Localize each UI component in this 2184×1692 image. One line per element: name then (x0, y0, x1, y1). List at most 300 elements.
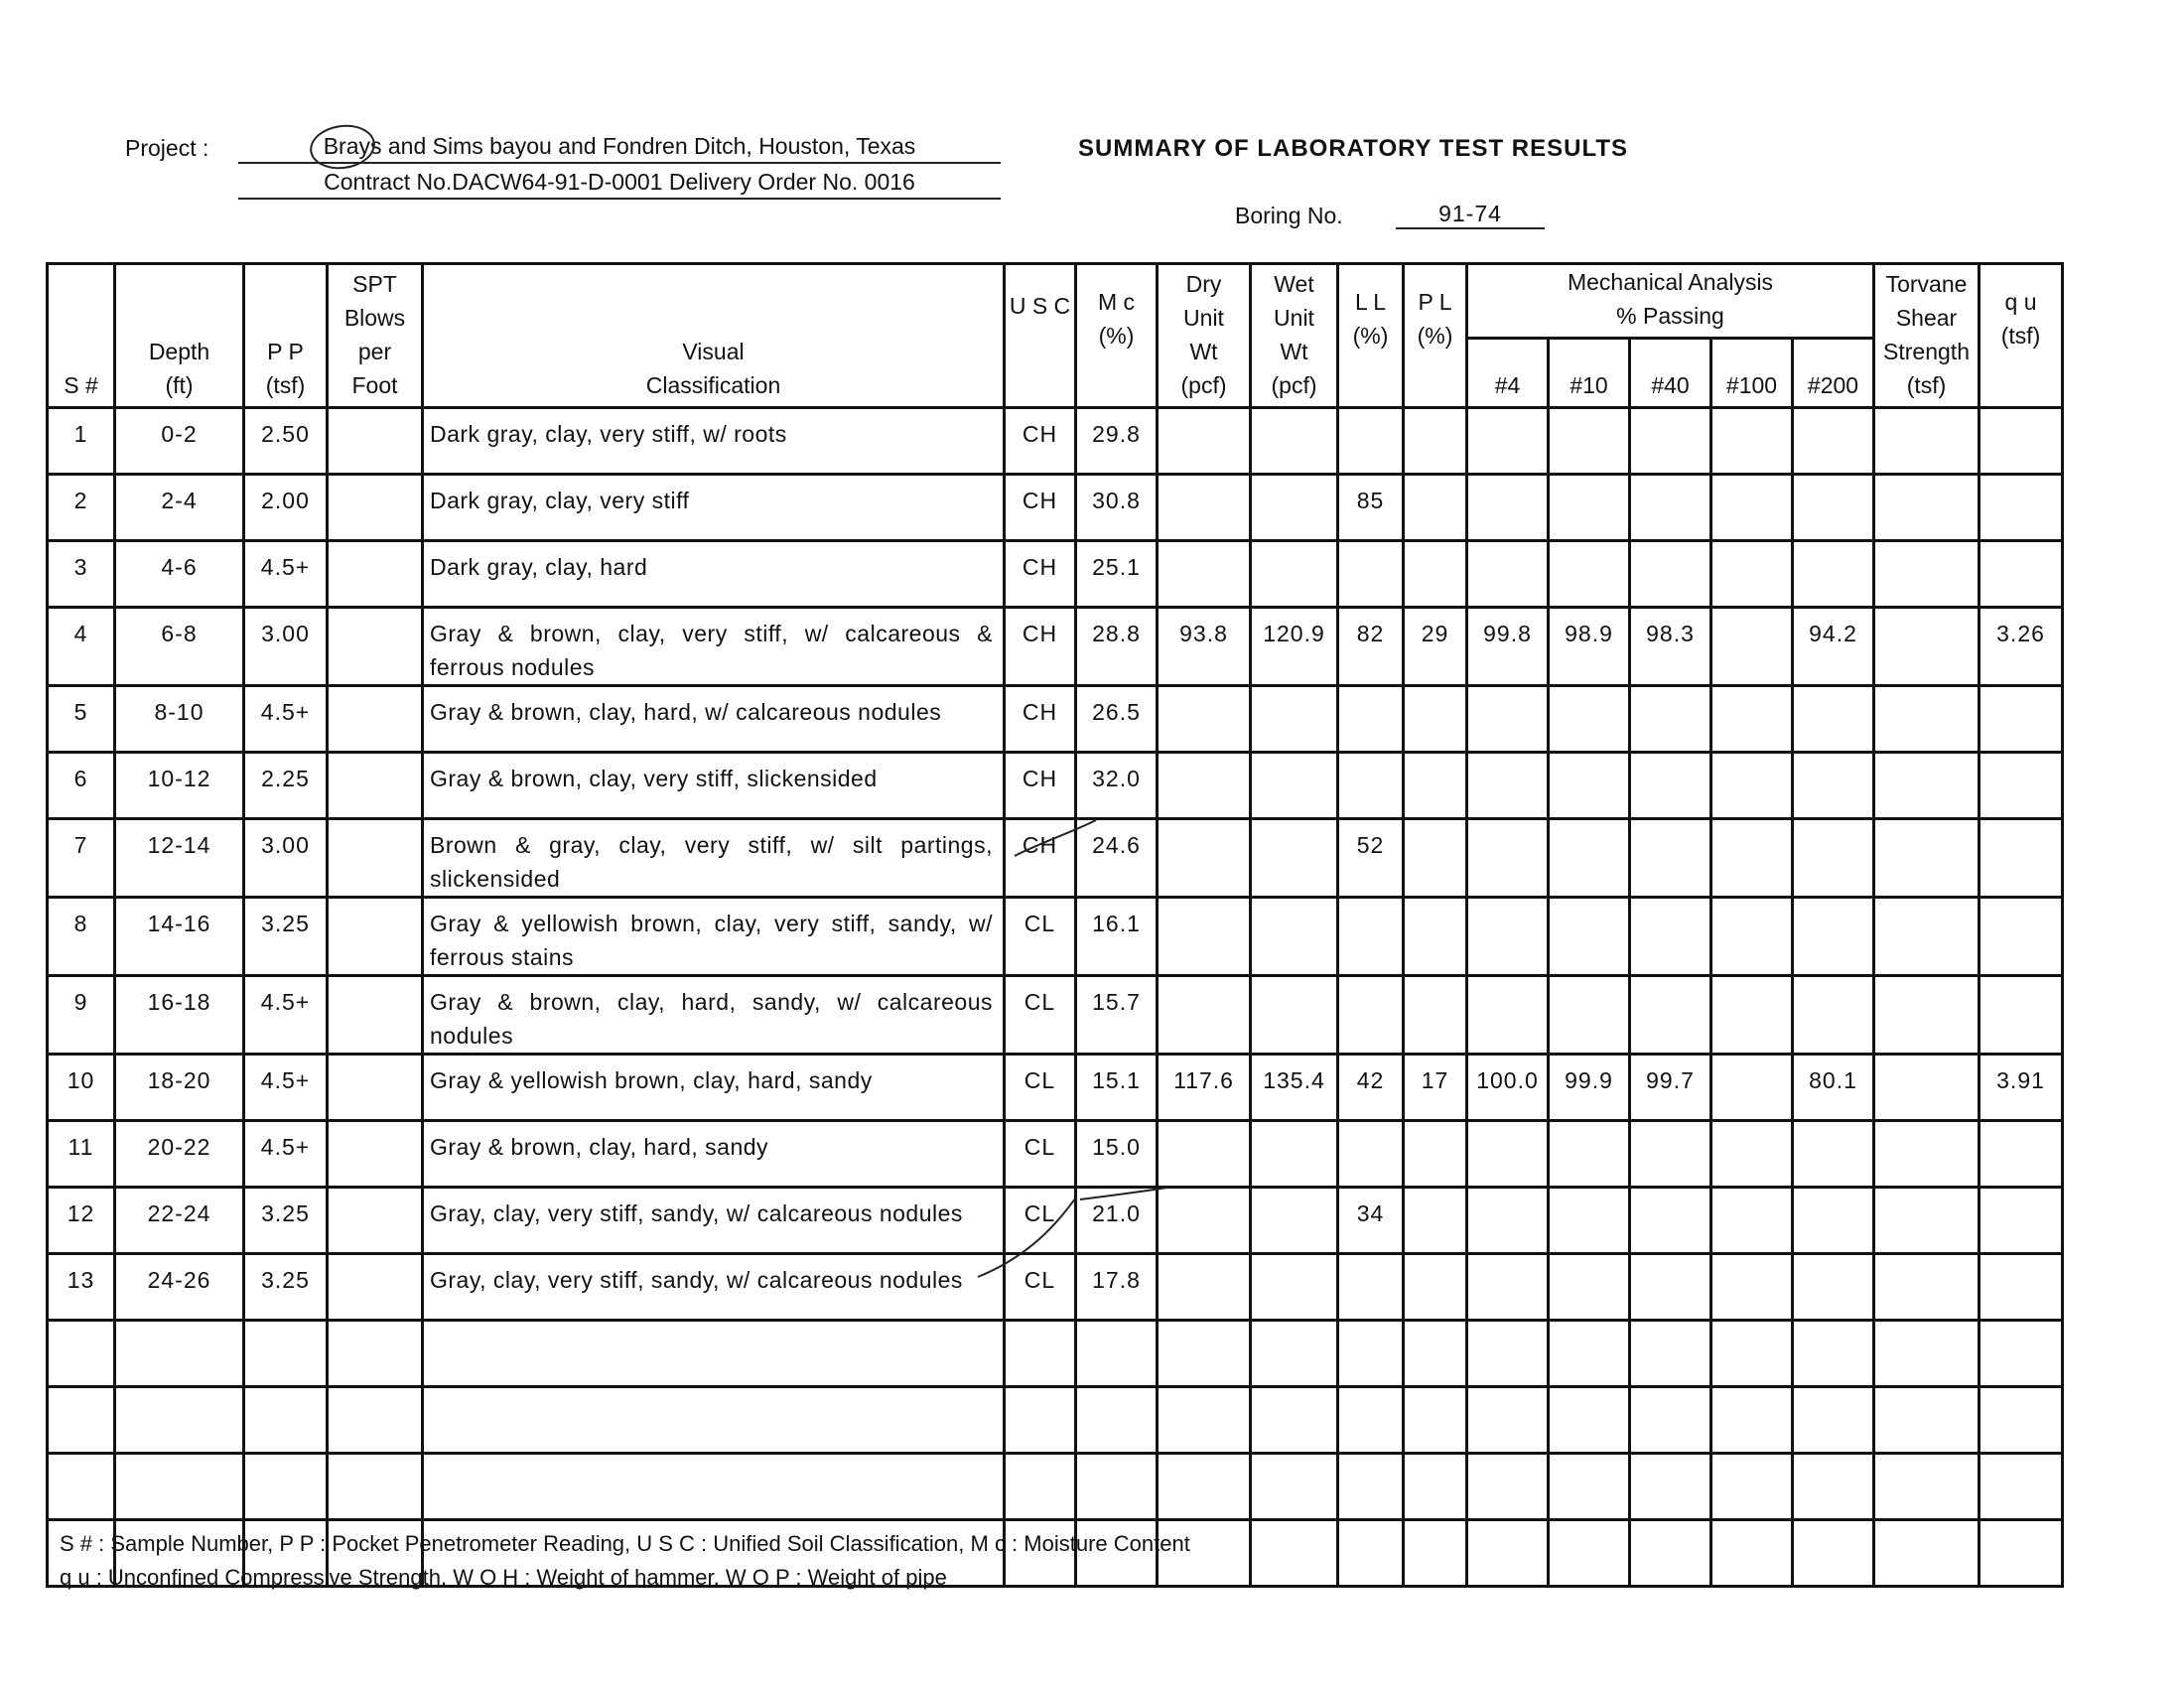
cell-usc: CH (1005, 408, 1076, 475)
cell-visual-classification: Gray & yellowish brown, clay, very stiff, sandy, w/ ferrous stains (423, 898, 1005, 976)
cell-pl (1404, 753, 1467, 819)
cell-sieve-4 (1467, 1321, 1549, 1387)
cell-dry-unit-wt (1158, 475, 1251, 541)
cell-pp (244, 1454, 328, 1520)
cell-sieve-40 (1630, 898, 1711, 976)
cell-pp: 4.5+ (244, 541, 328, 608)
cell-mc: 30.8 (1076, 475, 1158, 541)
col-wet-unit-wt (1251, 264, 1338, 408)
cell-sieve-10 (1549, 819, 1630, 898)
cell-dry-unit-wt (1158, 898, 1251, 976)
cell-sieve-200 (1793, 819, 1874, 898)
cell-sieve-200 (1793, 1321, 1874, 1387)
table-body (48, 408, 2063, 1587)
cell-qu (1979, 753, 2063, 819)
cell-torvane (1874, 608, 1979, 686)
cell-mc: 26.5 (1076, 686, 1158, 753)
cell-wet-unit-wt (1251, 753, 1338, 819)
cell-sieve-200 (1793, 475, 1874, 541)
cell-spt (328, 753, 423, 819)
header-unit: (%) (1352, 323, 1389, 349)
header-text: S # (64, 372, 98, 398)
cell-qu (1979, 819, 2063, 898)
cell-usc: CH (1005, 819, 1076, 898)
cell-dry-unit-wt (1158, 1387, 1251, 1454)
cell-pl (1404, 541, 1467, 608)
cell-pp: 3.00 (244, 608, 328, 686)
cell-dry-unit-wt (1158, 541, 1251, 608)
col-torvane (1874, 264, 1979, 408)
cell-sample-number: 6 (48, 753, 115, 819)
cell-mc: 25.1 (1076, 541, 1158, 608)
header-unit: (%) (1098, 323, 1135, 349)
cell-sieve-4 (1467, 1520, 1549, 1587)
col-ll (1338, 264, 1404, 408)
cell-sieve-40 (1630, 753, 1711, 819)
cell-dry-unit-wt (1158, 1121, 1251, 1188)
header-text: Classification (645, 372, 781, 398)
cell-depth (115, 1387, 244, 1454)
header-text: M c (1097, 289, 1136, 315)
cell-dry-unit-wt (1158, 1454, 1251, 1520)
footnote-abbreviations-1: S # : Sample Number, P P : Pocket Penetrometer Reading, U S C : Unified Soil Classification, M c : Moisture Content (60, 1531, 1190, 1556)
cell-sample-number: 12 (48, 1188, 115, 1254)
cell-sieve-4 (1467, 475, 1549, 541)
cell-sieve-10 (1549, 475, 1630, 541)
cell-ll: 85 (1338, 475, 1404, 541)
table-row (48, 976, 2063, 1055)
table-row (48, 1121, 2063, 1188)
cell-depth: 22-24 (115, 1188, 244, 1254)
cell-wet-unit-wt (1251, 898, 1338, 976)
col-usc (1005, 264, 1076, 408)
cell-mc: 32.0 (1076, 753, 1158, 819)
col-qu (1979, 264, 2063, 408)
header-text: Blows (343, 305, 406, 331)
cell-usc: CH (1005, 753, 1076, 819)
cell-sieve-10 (1549, 1387, 1630, 1454)
cell-sieve-10 (1549, 686, 1630, 753)
cell-qu (1979, 1454, 2063, 1520)
header-text: per (357, 339, 392, 364)
cell-qu: 3.26 (1979, 608, 2063, 686)
cell-pl (1404, 819, 1467, 898)
header-text: Depth (148, 339, 210, 364)
cell-mc: 24.6 (1076, 819, 1158, 898)
cell-sample-number (48, 1387, 115, 1454)
cell-sieve-40 (1630, 1387, 1711, 1454)
cell-sieve-100 (1711, 753, 1793, 819)
cell-spt (328, 976, 423, 1055)
cell-spt (328, 1387, 423, 1454)
col-sieve-4: #4 (1467, 339, 1549, 408)
cell-sieve-4 (1467, 976, 1549, 1055)
cell-visual-classification: Dark gray, clay, hard (423, 541, 1005, 608)
cell-sieve-10 (1549, 541, 1630, 608)
cell-pp: 2.25 (244, 753, 328, 819)
cell-sieve-200 (1793, 976, 1874, 1055)
header-text: Visual (682, 339, 745, 364)
cell-wet-unit-wt (1251, 475, 1338, 541)
cell-pp: 4.5+ (244, 686, 328, 753)
cell-visual-classification: Gray & brown, clay, hard, sandy, w/ calcareous nodules (423, 976, 1005, 1055)
cell-sieve-40 (1630, 541, 1711, 608)
cell-pp: 3.00 (244, 819, 328, 898)
cell-sieve-10 (1549, 898, 1630, 976)
cell-sieve-40 (1630, 976, 1711, 1055)
cell-depth (115, 1321, 244, 1387)
cell-sieve-10 (1549, 1454, 1630, 1520)
cell-usc: CL (1005, 898, 1076, 976)
cell-visual-classification: Gray & brown, clay, very stiff, w/ calcareous & ferrous nodules (423, 608, 1005, 686)
cell-visual-classification (423, 1454, 1005, 1520)
table-row (48, 898, 2063, 976)
header-text: L L (1354, 289, 1387, 315)
cell-sieve-100 (1711, 1055, 1793, 1121)
cell-spt (328, 898, 423, 976)
col-mechanical-analysis (1467, 264, 1874, 339)
cell-dry-unit-wt: 117.6 (1158, 1055, 1251, 1121)
cell-dry-unit-wt (1158, 753, 1251, 819)
cell-wet-unit-wt (1251, 408, 1338, 475)
cell-spt (328, 408, 423, 475)
cell-depth: 24-26 (115, 1254, 244, 1321)
col-mc (1076, 264, 1158, 408)
cell-qu (1979, 1520, 2063, 1587)
cell-dry-unit-wt (1158, 976, 1251, 1055)
header-unit: (pcf) (1180, 372, 1227, 398)
cell-usc: CL (1005, 1188, 1076, 1254)
cell-pp: 4.5+ (244, 976, 328, 1055)
cell-sieve-100 (1711, 1520, 1793, 1587)
cell-pl (1404, 898, 1467, 976)
table-row (48, 1055, 2063, 1121)
cell-mc: 21.0 (1076, 1188, 1158, 1254)
cell-wet-unit-wt (1251, 1254, 1338, 1321)
cell-pl (1404, 408, 1467, 475)
cell-sieve-100 (1711, 1254, 1793, 1321)
cell-visual-classification (423, 1387, 1005, 1454)
cell-dry-unit-wt (1158, 686, 1251, 753)
cell-visual-classification: Gray & brown, clay, hard, w/ calcareous nodules (423, 686, 1005, 753)
cell-pl (1404, 1121, 1467, 1188)
table-row (48, 541, 2063, 608)
hand-drawn-circle (307, 121, 377, 174)
cell-depth (115, 1454, 244, 1520)
cell-spt (328, 608, 423, 686)
cell-mc: 28.8 (1076, 608, 1158, 686)
cell-visual-classification: Gray, clay, very stiff, sandy, w/ calcareous nodules (423, 1188, 1005, 1254)
cell-sieve-40 (1630, 1321, 1711, 1387)
cell-usc: CL (1005, 1121, 1076, 1188)
cell-pp: 3.25 (244, 898, 328, 976)
cell-sieve-100 (1711, 1387, 1793, 1454)
cell-dry-unit-wt (1158, 408, 1251, 475)
cell-wet-unit-wt: 120.9 (1251, 608, 1338, 686)
cell-usc: CH (1005, 686, 1076, 753)
cell-mc: 29.8 (1076, 408, 1158, 475)
cell-pl (1404, 475, 1467, 541)
cell-ll (1338, 1254, 1404, 1321)
cell-pl (1404, 1454, 1467, 1520)
cell-sieve-200 (1793, 408, 1874, 475)
cell-usc: CL (1005, 1254, 1076, 1321)
cell-spt (328, 1321, 423, 1387)
cell-sieve-100 (1711, 408, 1793, 475)
cell-pl: 29 (1404, 608, 1467, 686)
cell-spt (328, 1188, 423, 1254)
header-text: Torvane (1885, 271, 1968, 297)
cell-sieve-10 (1549, 1321, 1630, 1387)
cell-sieve-4 (1467, 1188, 1549, 1254)
cell-sieve-40 (1630, 686, 1711, 753)
cell-pl: 17 (1404, 1055, 1467, 1121)
cell-sieve-100 (1711, 819, 1793, 898)
cell-sieve-10 (1549, 1254, 1630, 1321)
cell-pp: 3.25 (244, 1188, 328, 1254)
cell-depth: 10-12 (115, 753, 244, 819)
cell-ll: 34 (1338, 1188, 1404, 1254)
cell-torvane (1874, 898, 1979, 976)
header-text: SPT (352, 271, 397, 297)
header-unit: (%) (1417, 323, 1453, 349)
cell-sieve-10: 98.9 (1549, 608, 1630, 686)
cell-ll: 82 (1338, 608, 1404, 686)
cell-sample-number: 7 (48, 819, 115, 898)
cell-sample-number: 5 (48, 686, 115, 753)
cell-sieve-4 (1467, 686, 1549, 753)
header-text: Dry (1185, 271, 1222, 297)
cell-depth: 8-10 (115, 686, 244, 753)
cell-usc: CL (1005, 1055, 1076, 1121)
cell-pl (1404, 1188, 1467, 1254)
col-dry-unit-wt (1158, 264, 1251, 408)
cell-sample-number: 4 (48, 608, 115, 686)
header-unit: (tsf) (1906, 372, 1947, 398)
cell-qu (1979, 541, 2063, 608)
cell-sieve-40 (1630, 819, 1711, 898)
cell-pp: 2.50 (244, 408, 328, 475)
cell-dry-unit-wt (1158, 819, 1251, 898)
cell-qu (1979, 976, 2063, 1055)
cell-visual-classification: Gray & yellowish brown, clay, hard, sandy (423, 1055, 1005, 1121)
col-sample-number (48, 264, 115, 408)
cell-torvane (1874, 686, 1979, 753)
cell-ll (1338, 1454, 1404, 1520)
cell-sieve-100 (1711, 1321, 1793, 1387)
cell-qu: 3.91 (1979, 1055, 2063, 1121)
cell-spt (328, 819, 423, 898)
cell-sieve-200 (1793, 686, 1874, 753)
footnote-abbreviations-2: q u : Unconfined Compressive Strength, W O H : Weight of hammer, W O P : Weight of pipe (60, 1565, 947, 1590)
cell-sample-number (48, 1321, 115, 1387)
cell-wet-unit-wt: 135.4 (1251, 1055, 1338, 1121)
cell-sieve-4 (1467, 1254, 1549, 1321)
cell-visual-classification: Brown & gray, clay, very stiff, w/ silt partings, slickensided (423, 819, 1005, 898)
cell-sieve-200 (1793, 1454, 1874, 1520)
col-sieve-10: #10 (1549, 339, 1630, 408)
cell-sieve-10 (1549, 1520, 1630, 1587)
cell-qu (1979, 898, 2063, 976)
cell-pp (244, 1321, 328, 1387)
cell-usc (1005, 1454, 1076, 1520)
cell-sieve-100 (1711, 1188, 1793, 1254)
cell-sieve-4: 100.0 (1467, 1055, 1549, 1121)
table-row (48, 1254, 2063, 1321)
cell-sieve-4 (1467, 408, 1549, 475)
cell-sieve-40 (1630, 1520, 1711, 1587)
cell-torvane (1874, 1321, 1979, 1387)
cell-depth: 6-8 (115, 608, 244, 686)
cell-ll (1338, 1121, 1404, 1188)
cell-sieve-4 (1467, 819, 1549, 898)
cell-sample-number: 9 (48, 976, 115, 1055)
header-unit: (tsf) (2000, 323, 2041, 349)
cell-sieve-10 (1549, 408, 1630, 475)
header-text: Wt (1280, 339, 1308, 364)
cell-sieve-200 (1793, 753, 1874, 819)
cell-qu (1979, 1188, 2063, 1254)
header-text: Wt (1189, 339, 1218, 364)
col-pp (244, 264, 328, 408)
header-unit: (pcf) (1271, 372, 1317, 398)
cell-torvane (1874, 1254, 1979, 1321)
lab-results-table (46, 262, 2064, 1588)
cell-qu (1979, 1321, 2063, 1387)
cell-mc: 15.7 (1076, 976, 1158, 1055)
cell-sieve-200: 94.2 (1793, 608, 1874, 686)
cell-sieve-40 (1630, 1454, 1711, 1520)
cell-torvane (1874, 541, 1979, 608)
cell-ll (1338, 753, 1404, 819)
header-text: U S C (1009, 293, 1071, 319)
table-row (48, 819, 2063, 898)
cell-sieve-4 (1467, 1121, 1549, 1188)
cell-visual-classification: Dark gray, clay, very stiff, w/ roots (423, 408, 1005, 475)
col-sieve-100: #100 (1711, 339, 1793, 408)
cell-qu (1979, 1254, 2063, 1321)
page-title: SUMMARY OF LABORATORY TEST RESULTS (1078, 135, 1629, 162)
header-text: Unit (1274, 305, 1314, 331)
cell-pl (1404, 1387, 1467, 1454)
cell-visual-classification: Gray, clay, very stiff, sandy, w/ calcareous nodules (423, 1254, 1005, 1321)
cell-mc: 16.1 (1076, 898, 1158, 976)
cell-ll (1338, 408, 1404, 475)
cell-spt (328, 541, 423, 608)
cell-torvane (1874, 475, 1979, 541)
cell-depth: 20-22 (115, 1121, 244, 1188)
cell-sieve-4 (1467, 541, 1549, 608)
col-sieve-200: #200 (1793, 339, 1874, 408)
cell-pp: 4.5+ (244, 1055, 328, 1121)
table-row (48, 753, 2063, 819)
table-row (48, 1454, 2063, 1520)
cell-mc (1076, 1454, 1158, 1520)
cell-usc: CH (1005, 475, 1076, 541)
cell-torvane (1874, 1387, 1979, 1454)
cell-usc: CH (1005, 541, 1076, 608)
cell-wet-unit-wt (1251, 976, 1338, 1055)
boring-number: 91-74 (1396, 201, 1545, 229)
cell-torvane (1874, 408, 1979, 475)
cell-depth: 2-4 (115, 475, 244, 541)
cell-sieve-200 (1793, 541, 1874, 608)
cell-sieve-100 (1711, 976, 1793, 1055)
cell-pl (1404, 686, 1467, 753)
cell-ll (1338, 541, 1404, 608)
cell-sample-number: 2 (48, 475, 115, 541)
cell-dry-unit-wt (1158, 1321, 1251, 1387)
cell-sample-number (48, 1454, 115, 1520)
cell-sieve-100 (1711, 898, 1793, 976)
cell-ll (1338, 976, 1404, 1055)
cell-visual-classification: Gray & brown, clay, hard, sandy (423, 1121, 1005, 1188)
cell-spt (328, 1254, 423, 1321)
header-text: Mechanical Analysis (1567, 269, 1774, 295)
cell-sieve-10 (1549, 753, 1630, 819)
cell-sample-number: 1 (48, 408, 115, 475)
cell-sieve-100 (1711, 1454, 1793, 1520)
cell-sieve-4 (1467, 753, 1549, 819)
cell-sieve-200 (1793, 1121, 1874, 1188)
header-unit: (ft) (165, 372, 194, 398)
cell-sieve-200 (1793, 1387, 1874, 1454)
cell-torvane (1874, 819, 1979, 898)
cell-sample-number: 8 (48, 898, 115, 976)
header-unit: (tsf) (265, 372, 306, 398)
cell-wet-unit-wt (1251, 1454, 1338, 1520)
cell-sieve-40 (1630, 1188, 1711, 1254)
cell-pl (1404, 1520, 1467, 1587)
table-row (48, 408, 2063, 475)
col-sieve-40: #40 (1630, 339, 1711, 408)
cell-sieve-40 (1630, 408, 1711, 475)
cell-qu (1979, 475, 2063, 541)
cell-ll: 42 (1338, 1055, 1404, 1121)
cell-sample-number: 11 (48, 1121, 115, 1188)
table-row (48, 1188, 2063, 1254)
cell-torvane (1874, 1188, 1979, 1254)
table-row (48, 1321, 2063, 1387)
cell-torvane (1874, 1055, 1979, 1121)
cell-torvane (1874, 976, 1979, 1055)
cell-wet-unit-wt (1251, 686, 1338, 753)
cell-sieve-40 (1630, 1121, 1711, 1188)
cell-sieve-200: 80.1 (1793, 1055, 1874, 1121)
cell-spt (328, 686, 423, 753)
cell-wet-unit-wt (1251, 1321, 1338, 1387)
cell-dry-unit-wt (1158, 1188, 1251, 1254)
cell-sample-number: 10 (48, 1055, 115, 1121)
cell-wet-unit-wt (1251, 1121, 1338, 1188)
cell-sieve-40: 98.3 (1630, 608, 1711, 686)
cell-sieve-100 (1711, 541, 1793, 608)
cell-pp: 3.25 (244, 1254, 328, 1321)
header-text: Unit (1183, 305, 1224, 331)
cell-pp (244, 1387, 328, 1454)
header-text: P P (267, 339, 304, 364)
cell-torvane (1874, 1121, 1979, 1188)
project-label: Project : (125, 135, 209, 161)
cell-sieve-40 (1630, 475, 1711, 541)
cell-ll (1338, 898, 1404, 976)
cell-qu (1979, 408, 2063, 475)
cell-wet-unit-wt (1251, 1188, 1338, 1254)
cell-sample-number: 13 (48, 1254, 115, 1321)
contract-number: Contract No.DACW64-91-D-0001 Delivery Order No. 0016 (238, 169, 1001, 200)
cell-spt (328, 1055, 423, 1121)
cell-ll (1338, 1321, 1404, 1387)
